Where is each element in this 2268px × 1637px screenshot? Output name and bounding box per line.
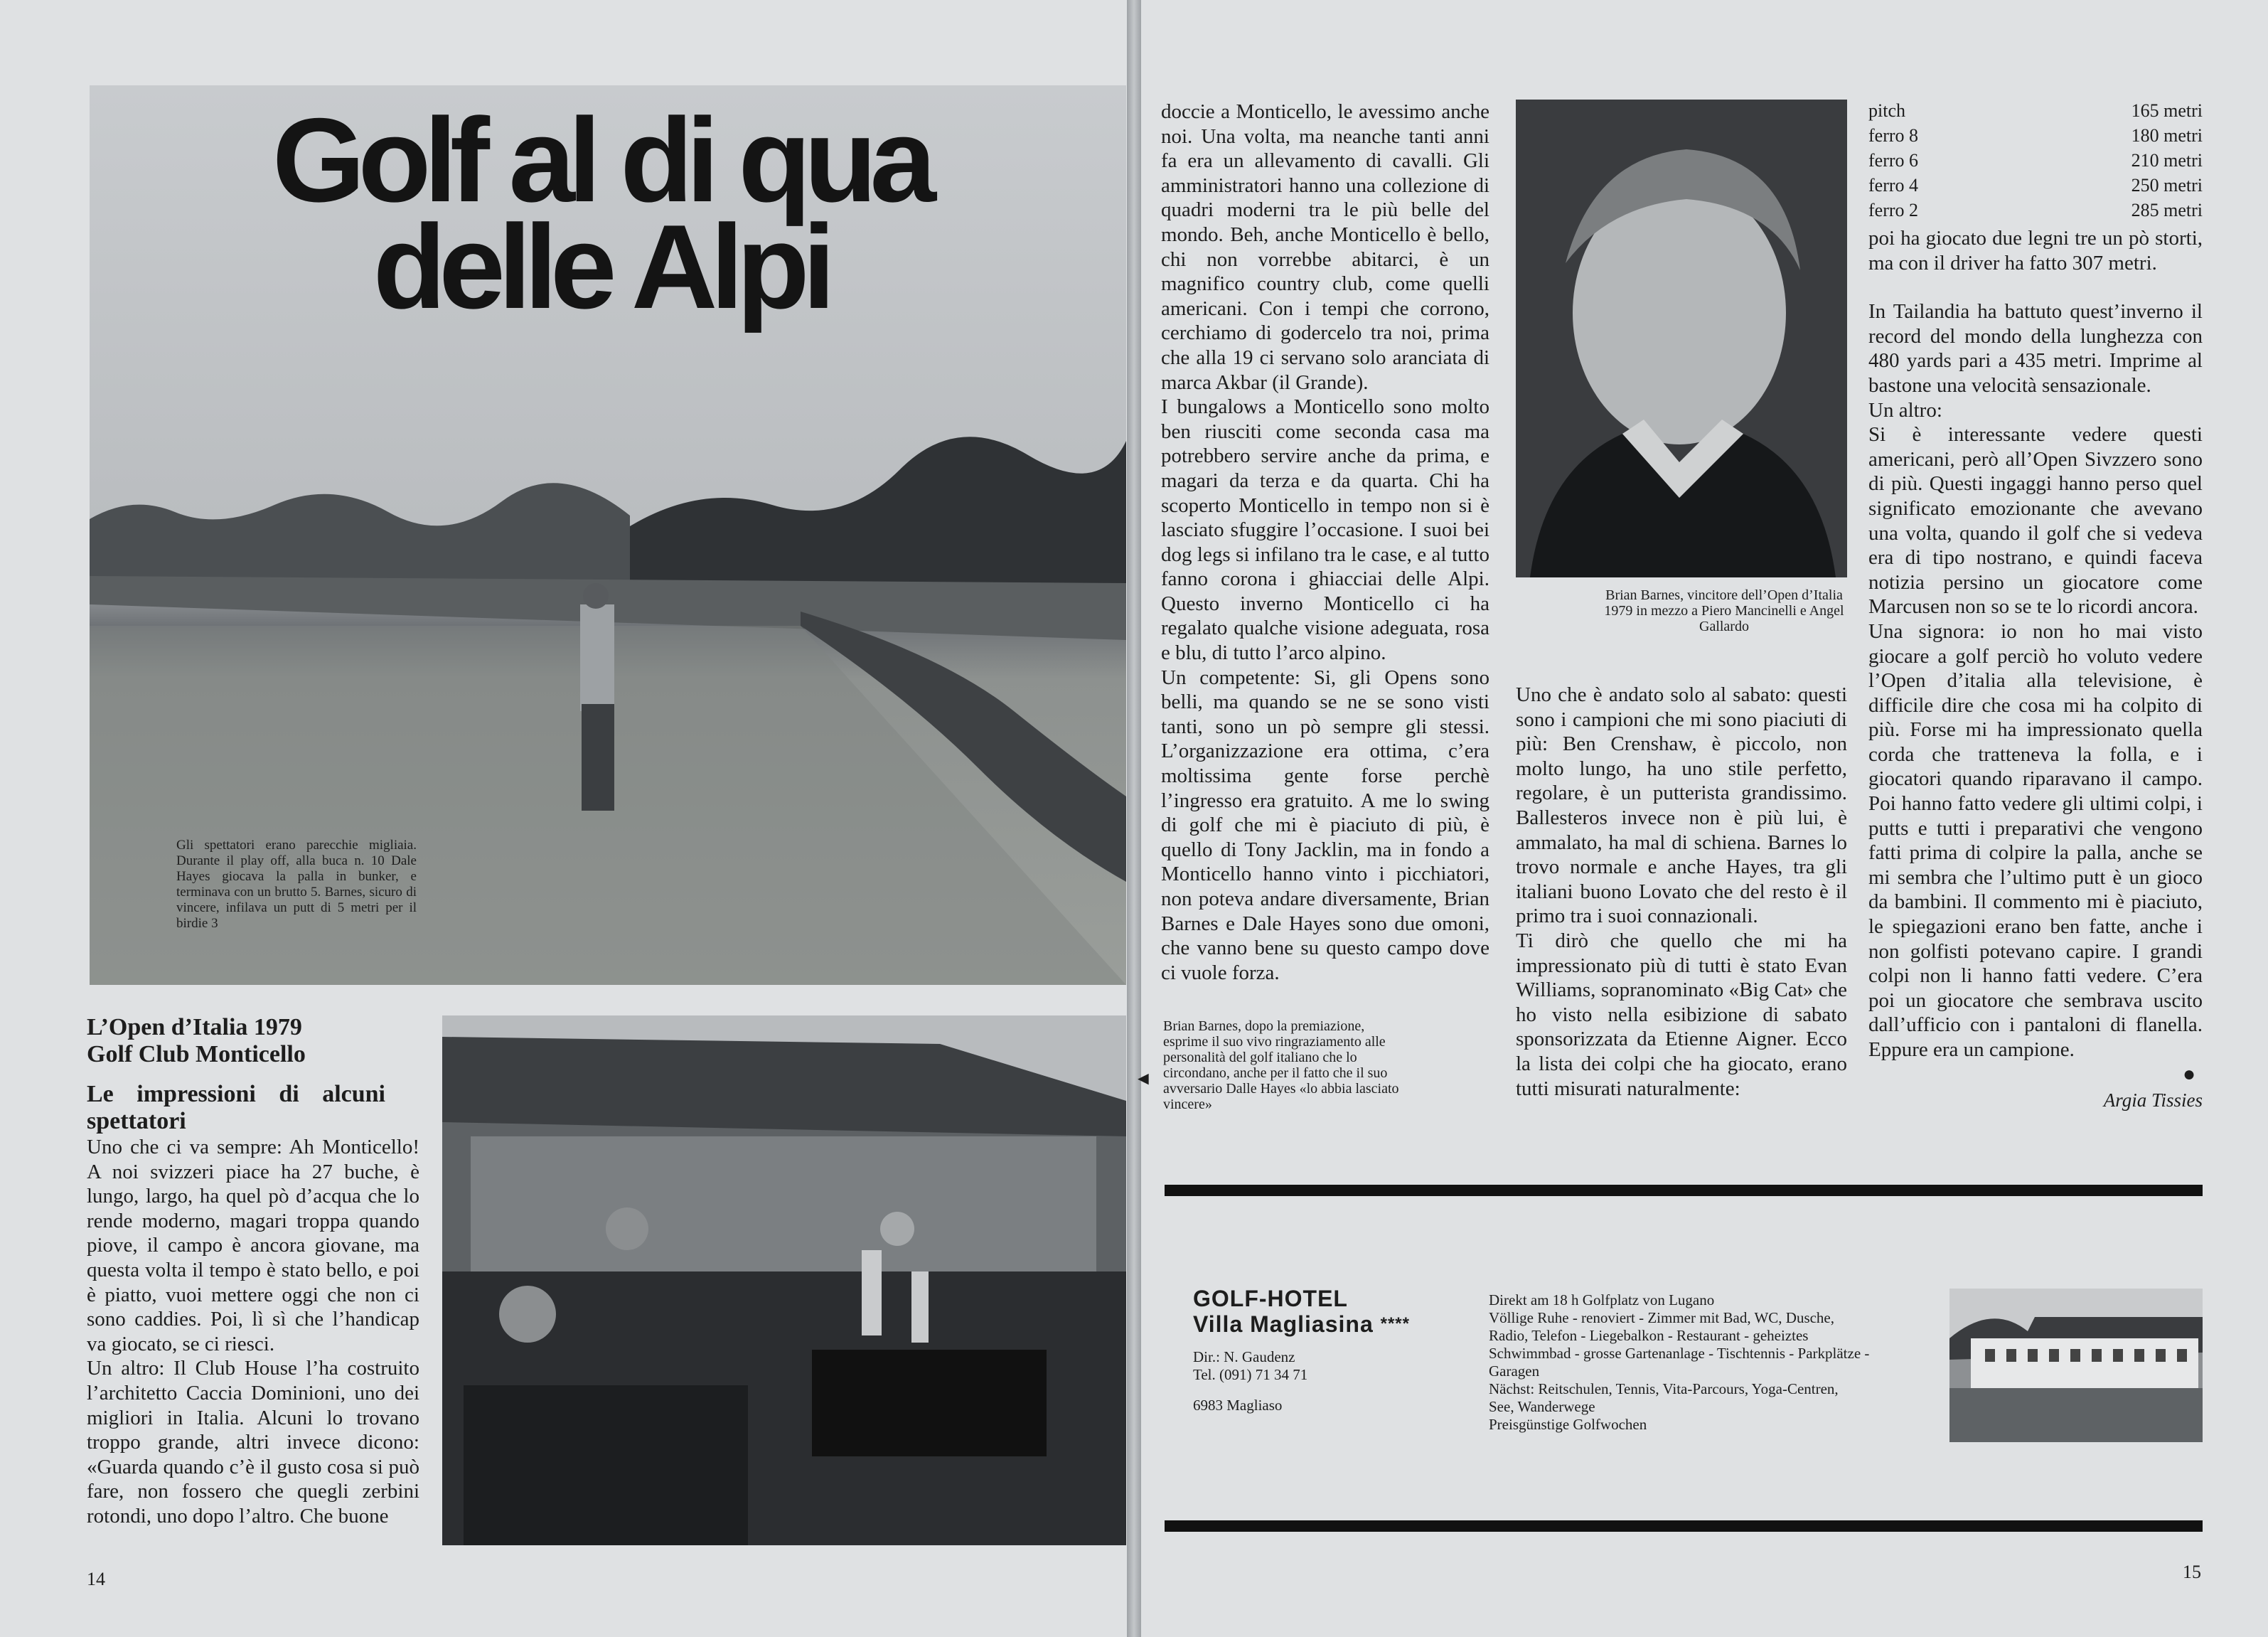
right-text-column-2 xyxy=(1516,683,1847,1101)
ad-bottom-rule xyxy=(1165,1520,2203,1532)
ad-line: Direkt am 18 h Golfplatz von Lugano xyxy=(1489,1291,1715,1308)
ad-line: Völlige Ruhe - renoviert - Zimmer mit Bad, WC, Dusche, xyxy=(1489,1309,1835,1326)
ad-line: Radio, Telefon - Liegebalkon - Restaurant - geheiztes xyxy=(1489,1327,1809,1344)
ad-line: Preisgünstige Golfwochen xyxy=(1489,1416,1647,1433)
paragraph: Uno che ci va sempre: Ah Monticello! A noi svizzeri piace ha 27 buche, è lungo, largo, ha quel pò d’acqua che lo rende moderno, magari troppa quando piove, il campo è ancora giovane, ma questa volta il tempo è stato bello, e poi è piatto, vuoi mettere oggi che non ci sono caddies. Poi, lì sì che l’handicap va giocato, se ci riesci. xyxy=(87,1136,419,1355)
ad-top-rule xyxy=(1165,1185,2203,1196)
title-line-1: Golf al di qua xyxy=(272,93,930,227)
ad-line: See, Wanderwege xyxy=(1489,1398,1595,1415)
paragraph: Un competente: Si, gli Opens sono belli, ma quando se ne se sono visti tanti, sono un pò sempre gli stessi. L’organizzazione era ottima, c’era moltissima gente forse perchè l’ingresso era gratuito. A me lo swing di golf che mi è piaciuto di più, è quello di Tony Jacklin, ma in fondo a Monticello hanno vinto i picchiatori, non poteva andare diversamente, Brian Barnes e Dale Hayes sono due omoni, che vanno bene su questo campo dove ci vuole forza. xyxy=(1161,666,1489,984)
shot-distance: 180 metri xyxy=(2131,125,2203,146)
center-gutter xyxy=(1127,0,1141,1637)
shot-row xyxy=(1868,198,2203,223)
paragraph: doccie a Monticello, le avessimo anche noi. Una volta, ma neanche tanti anni fa era un allevamento di cavalli. Gli amministratori hanno una collezione di quadri moderni tra le più belle del mondo. Beh, anche Monticello è bello, chi non vorrebbe abitarci, è un magnifico country club, come quelli americani. Con i tempi che corrono, cerchiamo di godercelo tra noi, prima che alla 19 ci servano solo aranciata di marca Akbar (il Grande). xyxy=(1161,100,1489,394)
club-name: pitch xyxy=(1868,100,1905,121)
subheading-impressions: Le impressioni di alcuni spettatori xyxy=(87,1081,385,1134)
left-text-column xyxy=(87,1014,419,1529)
arrow-icon: ◄ xyxy=(1134,1068,1152,1089)
club-name: ferro 8 xyxy=(1868,125,1919,146)
hotel-stars: **** xyxy=(1380,1314,1410,1333)
heading-golf-club: Golf Club Monticello xyxy=(87,1041,306,1067)
ad-line: Nächst: Reitschulen, Tennis, Vita-Parcours, Yoga-Centren, xyxy=(1489,1380,1839,1397)
right-text-column-3 xyxy=(1868,226,2203,1062)
hotel-description xyxy=(1489,1291,1898,1434)
portrait-caption: Brian Barnes, vincitore dell’Open d’Italia 1979 in mezzo a Piero Mancinelli e Angel Gallardo xyxy=(1604,587,1844,634)
paragraph: poi ha giocato due legni tre un pò storti, ma con il driver ha fatto 307 metri. xyxy=(1868,227,2203,274)
hotel-address: 6983 Magliaso xyxy=(1193,1397,1283,1414)
hotel-villa-name: Villa Magliasina xyxy=(1193,1311,1374,1337)
hotel-name-line1: GOLF-HOTEL xyxy=(1193,1286,1348,1311)
page-number: 14 xyxy=(87,1569,105,1589)
article-title xyxy=(245,93,956,334)
shot-distance: 210 metri xyxy=(2131,150,2203,171)
photo-caption: Gli spettatori erano parecchie migliaia. Durante il play off, alla buca n. 10 Dale Hayes giocava la palla in bunker, e terminava con un brutto 5. Barnes, sicuro di vincere, infilava un putt di 5 metri per il birdie 3 xyxy=(176,838,417,931)
author-name: Argia Tissies xyxy=(2103,1089,2203,1111)
award-ceremony-photo xyxy=(442,1015,1126,1545)
club-name: ferro 4 xyxy=(1868,175,1919,196)
hotel-photo xyxy=(1949,1289,2203,1442)
club-name: ferro 2 xyxy=(1868,200,1919,220)
hotel-director: Dir.: N. Gaudenz xyxy=(1193,1348,1295,1365)
hotel-name-line2 xyxy=(1193,1311,1492,1337)
paragraph: Un altro: Il Club House l’ha costruito l’architetto Caccia Dominioni, uno dei migliori in Italia. Alcuni lo trovano troppo grande, altri invece dicono: «Guarda quando c’è il gusto cosa si può fare, non fossero che quegli zerbini rotondi, uno dopo l’altro. Che buone xyxy=(87,1357,419,1527)
shot-distance: 250 metri xyxy=(2131,175,2203,196)
brian-barnes-portrait xyxy=(1516,100,1847,577)
hotel-ad xyxy=(1193,1286,1492,1414)
paragraph: Si è interessante vedere questi americani, però all’Open Sivzzero sono di più. Questi ingaggi hanno perso quel significato emozionante che avevano una volta, quando il golf che si vedeva era di tipo nostrano, e quindi faceva notizia persino un giocatore come Marcusen non so se te lo ricordi ancora. xyxy=(1868,423,2203,619)
shot-row xyxy=(1868,173,2203,198)
shot-row xyxy=(1868,148,2203,173)
paragraph: Uno che è andato solo al sabato: questi sono i campioni che mi sono piaciuti di più: Ben Crenshaw, è piccolo, non molto lungo, ha uno stile perfetto, regolare, è un putterista grandissimo. Ballesteros invece non è più lui, è ammalato, ha mal di schiena. Barnes lo trovo normale e anche Hayes, tra gli italiani buono Lovato che del resto è il primo tra i suoi connazionali. xyxy=(1516,683,1847,928)
shot-row xyxy=(1868,123,2203,148)
paragraph: Una signora: io non ho mai visto giocare a golf perciò ho voluto vedere l’Open d’italia alla televisione, è difficile dire che cosa mi ha colpito di più. Forse mi ha impressionato quella corda che tratteneva la folla, e i giocatori quando riparavano il campo. Poi hanno fatto vedere gli ultimi colpi, i putts e tutti i preparativi che vengono fatti prima di colpire la palla, anche se mi sembra che l’ultimo putt è un gioco da bambini. Il commento mi è piaciuto, le spiegazioni erano ben fatte, anche i non golfisti potevano capire. I grandi colpi non li hanno fatti vedere. C’era poi un giocatore che sembrava uscito dall’ufficio con i pantaloni di flanella. Eppure era un campione. xyxy=(1868,619,2203,1061)
paragraph: Un altro: xyxy=(1868,398,1942,422)
right-text-column-1 xyxy=(1161,100,1489,985)
page-number: 15 xyxy=(2183,1562,2201,1582)
paragraph: In Tailandia ha battuto quest’inverno il record del mondo della lunghezza con 480 yards pari a 435 metri. Imprime al bastone una velocità sensazionale. xyxy=(1868,300,2203,397)
ad-line: Schwimmbad - grosse Gartenanlage - Tischtennis - Parkplätze - Garagen xyxy=(1489,1345,1870,1380)
heading-open-italia: L’Open d’Italia 1979 xyxy=(87,1014,302,1040)
end-mark-icon: ● xyxy=(2183,1062,2196,1086)
title-line-2: delle Alpi xyxy=(373,200,829,334)
paragraph: I bungalows a Monticello sono molto ben riusciti come seconda casa ma potrebbero servire anche da prima, e magari da terza e da quarta. Chi ha scoperto Monticello in tempo non si è lasciato sfuggire l’occasione. I suoi bei dog legs si infilano tra le case, e al tutto fanno corona i ghiacciai delle Alpi. Questo inverno Monticello ci ha regalato qualche visione adeguata, rosa e blu, di tutto l’arco alpino. xyxy=(1161,395,1489,665)
left-page xyxy=(0,0,1127,1637)
shot-row xyxy=(1868,98,2203,123)
shot-distance: 285 metri xyxy=(2131,200,2203,220)
shot-distance: 165 metri xyxy=(2131,100,2203,121)
paragraph: Ti dirò che quello che mi ha impressionato più di tutti è stato Evan Williams, sopranominato «Big Cat» che ho visto nella esibizione di sabato sponsorizzata da Etienne Aigner. Ecco la lista dei colpi che ha giocato, erano tutti misurati naturalmente: xyxy=(1516,929,1847,1100)
shot-list xyxy=(1868,98,2203,223)
club-name: ferro 6 xyxy=(1868,150,1919,171)
hotel-phone: Tel. (091) 71 34 71 xyxy=(1193,1366,1308,1383)
ceremony-caption: Brian Barnes, dopo la premiazione, esprime il suo vivo ringraziamento alle personalità del golf italiano che lo circondano, anche per il fatto che il suo avversario Dalle Hayes «lo abbia lasciato vincere» xyxy=(1163,1018,1399,1112)
